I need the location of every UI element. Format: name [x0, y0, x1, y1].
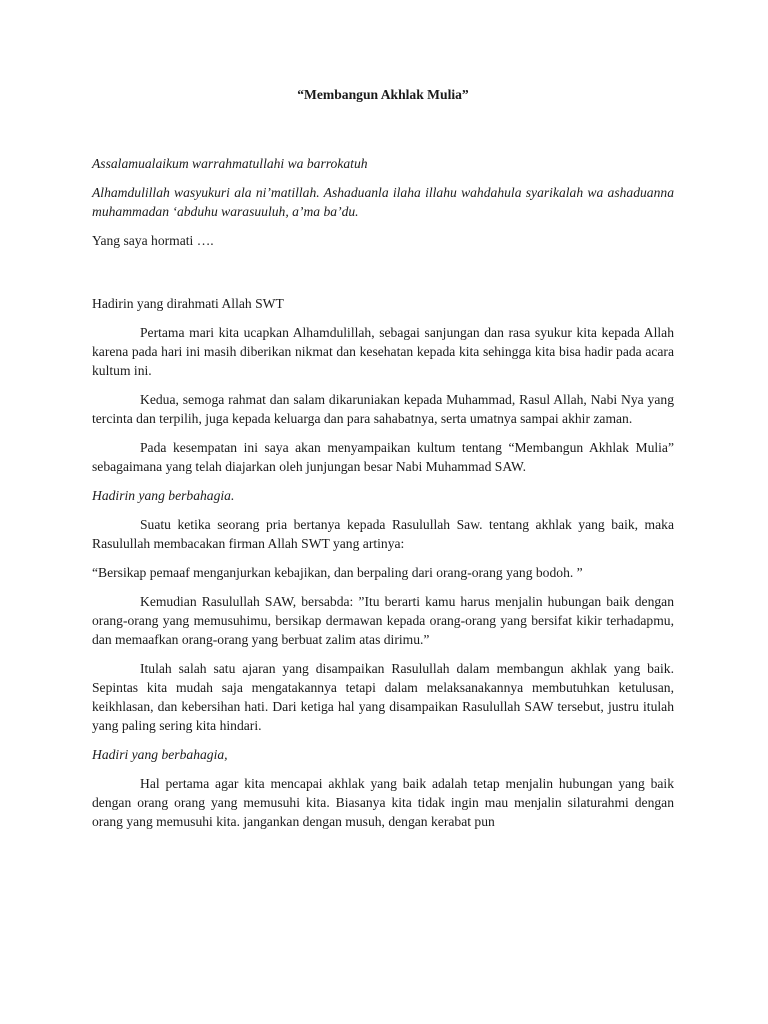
greeting-text: Assalamualaikum warrahmatullahi wa barrokatuh — [92, 156, 368, 171]
document-page — [92, 85, 674, 841]
opening-text: Alhamdulillah wasyukuri ala ni’matillah. Ashaduanla ilaha illahu wahdahula syarikalah wa ashaduanna muhammadan ‘abduhu warasuuluh, a’ma ba’du. — [92, 185, 674, 219]
paragraph-5: Kemudian Rasulullah SAW, bersabda: ”Itu berarti kamu harus menjalin hubungan baik dengan orang-orang yang memusuhimu, bersikap dermawan kepada orang-orang yang bersifat kikir terhadapmu, dan memaafkan orang-orang yang berbuat zalim atas dirimu.” — [92, 594, 674, 647]
paragraph-6: Itulah salah satu ajaran yang disampaikan Rasulullah dalam membangun akhlak yang baik. Sepintas kita mudah saja mengatakannya tetapi dalam melaksanakannya membutuhkan ketulusan, keikhlasan, dan kebersihan hati. Dari ketiga hal yang disampaikan Rasulullah SAW tersebut, justru itulah yang paling sering kita hindari. — [92, 661, 674, 733]
address-heading-1: Hadirin yang dirahmati Allah SWT — [92, 296, 284, 311]
quote-text: “Bersikap pemaaf menganjurkan kebajikan, dan berpaling dari orang-orang yang bodoh. ” — [92, 565, 583, 580]
respect-text: Yang saya hormati …. — [92, 233, 214, 248]
paragraph-1: Pertama mari kita ucapkan Alhamdulillah, sebagai sanjungan dan rasa syukur kita kepada Allah karena pada hari ini masih diberikan nikmat dan kesehatan kepada kita sehingga kita bisa hadir pada acara kultum ini. — [92, 325, 674, 378]
paragraph-7: Hal pertama agar kita mencapai akhlak yang baik adalah tetap menjalin hubungan yang baik dengan orang orang yang memusuhi kita. Biasanya kita tidak ingin mau menjalin silaturahmi dengan orang yang memusuhi kita. jangankan dengan musuh, dengan kerabat pun — [92, 776, 674, 829]
address-heading-2: Hadirin yang berbahagia. — [92, 488, 235, 503]
paragraph-4: Suatu ketika seorang pria bertanya kepada Rasulullah Saw. tentang akhlak yang baik, maka Rasulullah membacakan firman Allah SWT yang artinya: — [92, 517, 674, 551]
paragraph-2: Kedua, semoga rahmat dan salam dikaruniakan kepada Muhammad, Rasul Allah, Nabi Nya yang tercinta dan terpilih, juga kepada keluarga dan para sahabatnya, serta umatnya sampai akhir zaman. — [92, 392, 674, 426]
document-title: “Membangun Akhlak Mulia” — [297, 87, 469, 102]
address-heading-3: Hadiri yang berbahagia, — [92, 747, 228, 762]
paragraph-3: Pada kesempatan ini saya akan menyampaikan kultum tentang “Membangun Akhlak Mulia” sebagaimana yang telah diajarkan oleh junjungan besar Nabi Muhammad SAW. — [92, 440, 674, 474]
